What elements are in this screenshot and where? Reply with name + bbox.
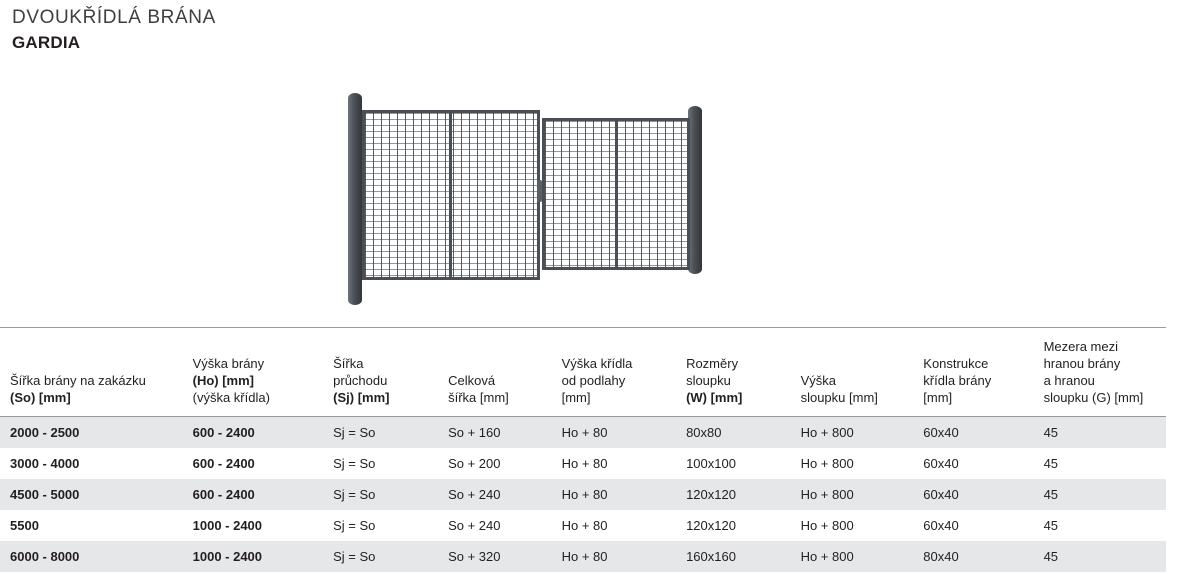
- gate-latch-icon: [537, 180, 542, 202]
- cell-post-height: Ho + 800: [791, 479, 914, 510]
- cell-wing-construction: 60x40: [923, 518, 959, 533]
- gate-post-left-icon: [348, 93, 362, 305]
- col-header-gap: Mezera mezi hranou brány a hranou sloupku (G) [mm]: [1034, 328, 1166, 417]
- title-block: [12, 6, 216, 54]
- gate-wing-left: [362, 110, 540, 280]
- cell-post-height: Ho + 800: [800, 456, 854, 471]
- cell-wing-height: Ho + 80: [552, 541, 676, 572]
- cell-passage-width: Sj = So: [333, 456, 376, 471]
- cell-wing-height: Ho + 80: [561, 456, 608, 471]
- gate-wing-left-midbar: [449, 113, 452, 277]
- col-header-gate-height: Výška brány (Ho) [mm] (výška křídla): [183, 328, 324, 417]
- cell-total-width: So + 200: [448, 456, 501, 471]
- col-header-post-height: Výška sloupku [mm]: [791, 328, 914, 417]
- cell-total-width: So + 160: [438, 417, 552, 449]
- col-header-wing-construction: Konstrukce křídla brány [mm]: [913, 328, 1033, 417]
- cell-passage-width: Sj = So: [333, 518, 376, 533]
- table-header: [0, 328, 1166, 417]
- cell-wing-height: Ho + 80: [561, 518, 608, 533]
- cell-wing-height: Ho + 80: [552, 417, 676, 449]
- cell-width-custom: 2000 - 2500: [0, 417, 183, 449]
- cell-gate-height: 600 - 2400: [183, 417, 324, 449]
- cell-width-custom: 6000 - 8000: [0, 541, 183, 572]
- cell-gate-height: 600 - 2400: [183, 479, 324, 510]
- double-leaf-gate-drawing: [340, 88, 710, 308]
- gate-post-right-icon: [688, 106, 702, 274]
- col-header-width-custom: Šířka brány na zakázku (So) [mm]: [0, 328, 183, 417]
- table-row: [0, 417, 1166, 449]
- cell-gate-height: 1000 - 2400: [192, 518, 263, 533]
- cell-post-height: Ho + 800: [791, 541, 914, 572]
- cell-total-width: So + 240: [438, 479, 552, 510]
- cell-post-dimensions: 100x100: [686, 456, 736, 471]
- cell-gap: 45: [1043, 518, 1059, 533]
- cell-passage-width: Sj = So: [323, 417, 438, 449]
- cell-post-dimensions: 80x80: [676, 417, 791, 449]
- table-row: [0, 448, 1166, 479]
- gate-wing-right: [542, 118, 690, 270]
- cell-passage-width: Sj = So: [323, 541, 438, 572]
- specification-table: [0, 327, 1166, 572]
- col-header-post-dimensions: Rozměry sloupku (W) [mm]: [676, 328, 791, 417]
- cell-wing-height: Ho + 80: [552, 479, 676, 510]
- cell-width-custom: 4500 - 5000: [0, 479, 183, 510]
- cell-post-dimensions: 120x120: [686, 518, 736, 533]
- table-body: [0, 417, 1166, 573]
- cell-gate-height: 600 - 2400: [192, 456, 255, 471]
- cell-gap: 45: [1034, 417, 1166, 449]
- cell-width-custom: 5500: [10, 518, 39, 533]
- cell-wing-construction: 60x40: [923, 456, 959, 471]
- cell-gap: 45: [1043, 456, 1059, 471]
- cell-gap: 45: [1034, 541, 1166, 572]
- product-name: GARDIA: [12, 33, 81, 52]
- col-header-passage-width: Šířka průchodu (Sj) [mm]: [323, 328, 438, 417]
- page-title: DVOUKŘÍDLÁ BRÁNA: [12, 7, 216, 28]
- col-header-total-width: Celková šířka [mm]: [438, 328, 552, 417]
- cell-total-width: So + 320: [438, 541, 552, 572]
- col-header-wing-height: Výška křídla od podlahy [mm]: [552, 328, 676, 417]
- cell-total-width: So + 240: [448, 518, 501, 533]
- cell-gap: 45: [1034, 479, 1166, 510]
- cell-wing-construction: 80x40: [913, 541, 1033, 572]
- cell-post-dimensions: 160x160: [676, 541, 791, 572]
- table-row: [0, 541, 1166, 572]
- table-header-row: [0, 328, 1166, 417]
- gate-wing-right-midbar: [615, 121, 618, 267]
- cell-post-height: Ho + 800: [791, 417, 914, 449]
- cell-gate-height: 1000 - 2400: [183, 541, 324, 572]
- cell-post-dimensions: 120x120: [676, 479, 791, 510]
- cell-wing-construction: 60x40: [913, 479, 1033, 510]
- cell-wing-construction: 60x40: [913, 417, 1033, 449]
- table-row: [0, 479, 1166, 510]
- cell-passage-width: Sj = So: [323, 479, 438, 510]
- cell-post-height: Ho + 800: [800, 518, 854, 533]
- cell-width-custom: 3000 - 4000: [10, 456, 80, 471]
- table-row: [0, 510, 1166, 541]
